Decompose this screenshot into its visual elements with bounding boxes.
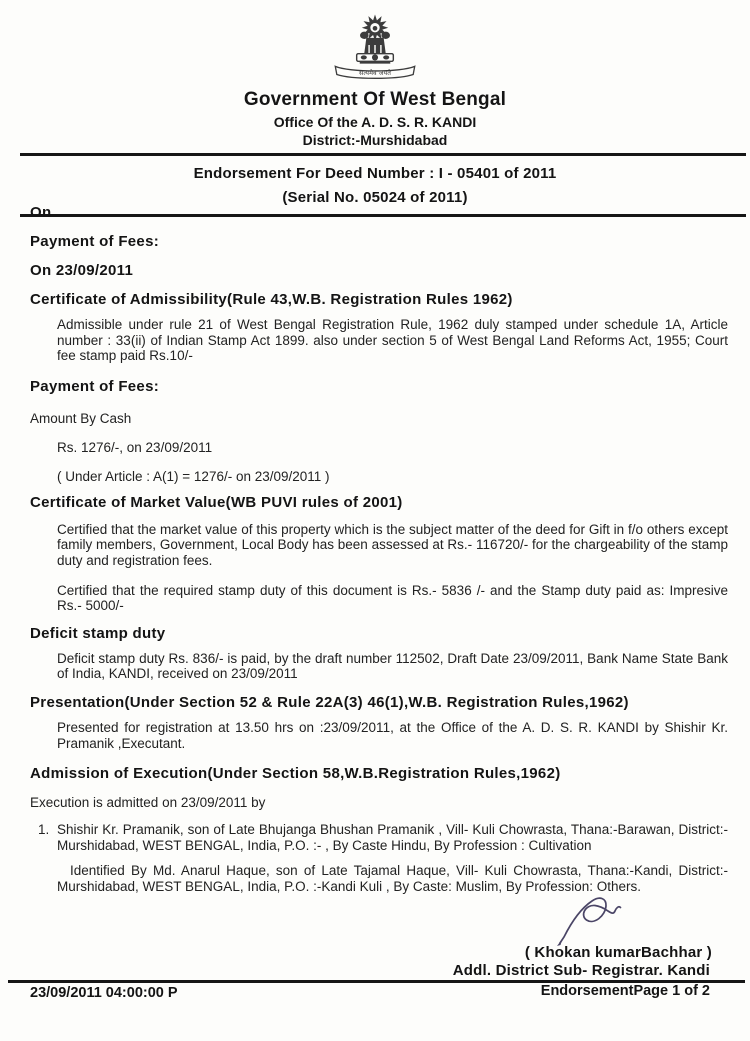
signatory-designation: Addl. District Sub- Registrar. Kandi xyxy=(452,962,710,979)
presentation-paragraph: Presented for registration at 13.50 hrs on :23/09/2011, at the Office of the A. D. S. R. KANDI by Shishir Kr. Pramanik ,Executant. xyxy=(57,719,728,751)
under-article-line: ( Under Article : A(1) = 1276/- on 23/09/2011 ) xyxy=(57,468,330,484)
signatory-name: ( Khokan kumarBachhar ) xyxy=(524,944,712,961)
heading-admission-of-execution: Admission of Execution(Under Section 58,W.B.Registration Rules,1962) xyxy=(30,765,561,783)
executant-item-text: Shishir Kr. Pramanik, son of Late Bhujanga Bhushan Pramanik , Vill- Kuli Chowrasta, Thana:-Barawan, District:-Murshidabad, WEST BENGAL, India, P.O. :- , By Caste Hindu, By Profession : Cultivation xyxy=(57,822,728,854)
heading-payment-of-fees-2: Payment of Fees: xyxy=(30,377,160,395)
heading-on-date: On 23/09/2011 xyxy=(30,262,134,279)
stamp-duty-paragraph: Certified that the required stamp duty of this document is Rs.- 5836 /- and the Stamp duty paid as: Impresive Rs.- 5000/- xyxy=(57,582,728,614)
india-national-emblem-icon xyxy=(0,8,750,87)
footer-page-label: EndorsementPage 1 of 2 xyxy=(540,983,710,999)
execution-admitted-line: Execution is admitted on 23/09/2011 by xyxy=(30,795,266,811)
office-title: Office Of the A. D. S. R. KANDI xyxy=(273,114,477,130)
document-header xyxy=(0,0,750,217)
document-footer xyxy=(0,980,750,1001)
market-value-paragraph: Certified that the market value of this property which is the subject matter of the deed for Gift in f/o others except family members, Government, Local Body has been assessed at Rs.- 116720/- for the chargeability of the stamp duty and registration fees. xyxy=(57,521,728,568)
header-divider-top xyxy=(20,153,746,156)
executant-item-number: 1. xyxy=(38,822,50,838)
document-body xyxy=(0,188,750,895)
serial-number: (Serial No. 05024 of 2011) xyxy=(282,189,468,206)
heading-certificate-admissibility: Certificate of Admissibility(Rule 43,W.B. Registration Rules 1962) xyxy=(30,291,513,308)
heading-certificate-market-value: Certificate of Market Value(WB PUVI rules of 2001) xyxy=(30,493,403,511)
district-line: District:-Murshidabad xyxy=(302,132,448,148)
heading-presentation: Presentation(Under Section 52 & Rule 22A(3) 46(1),W.B. Registration Rules,1962) xyxy=(30,693,629,711)
cash-amount-line: Rs. 1276/-, on 23/09/2011 xyxy=(57,439,213,455)
heading-payment-of-fees-1: Payment of Fees: xyxy=(30,233,160,250)
heading-deficit-stamp-duty: Deficit stamp duty xyxy=(30,624,166,642)
heading-on: On xyxy=(30,204,52,221)
footer-timestamp: 23/09/2011 04:00:00 P xyxy=(30,985,178,1001)
emblem-motto: सत्यमेव जयते xyxy=(359,69,391,78)
executant-list-item xyxy=(38,822,728,854)
government-title: Government Of West Bengal xyxy=(243,89,507,110)
amount-by-cash-line: Amount By Cash xyxy=(30,410,132,426)
deficit-paragraph: Deficit stamp duty Rs. 836/- is paid, by the draft number 112502, Draft Date 23/09/2011, Bank Name State Bank of India, KANDI, received on 23/09/2011 xyxy=(57,650,728,682)
identified-by-paragraph: Identified By Md. Anarul Haque, son of Late Tajamal Haque, Vill- Kuli Chowrasta, Thana:-Kandi, District:-Murshidabad, WEST BENGAL, India, P.O. :-Kandi Kuli , By Caste: Muslim, By Profession: Others. xyxy=(57,863,728,895)
admissibility-paragraph: Admissible under rule 21 of West Bengal Registration Rule, 1962 duly stamped under schedule 1A, Article number : 33(ii) of Indian Stamp Act 1899. also under section 5 of West Bengal Land Reforms Act, 1955; Court fee stamp paid Rs.10/- xyxy=(57,317,728,364)
deed-title: Endorsement For Deed Number : I - 05401 of 2011 xyxy=(193,165,557,182)
